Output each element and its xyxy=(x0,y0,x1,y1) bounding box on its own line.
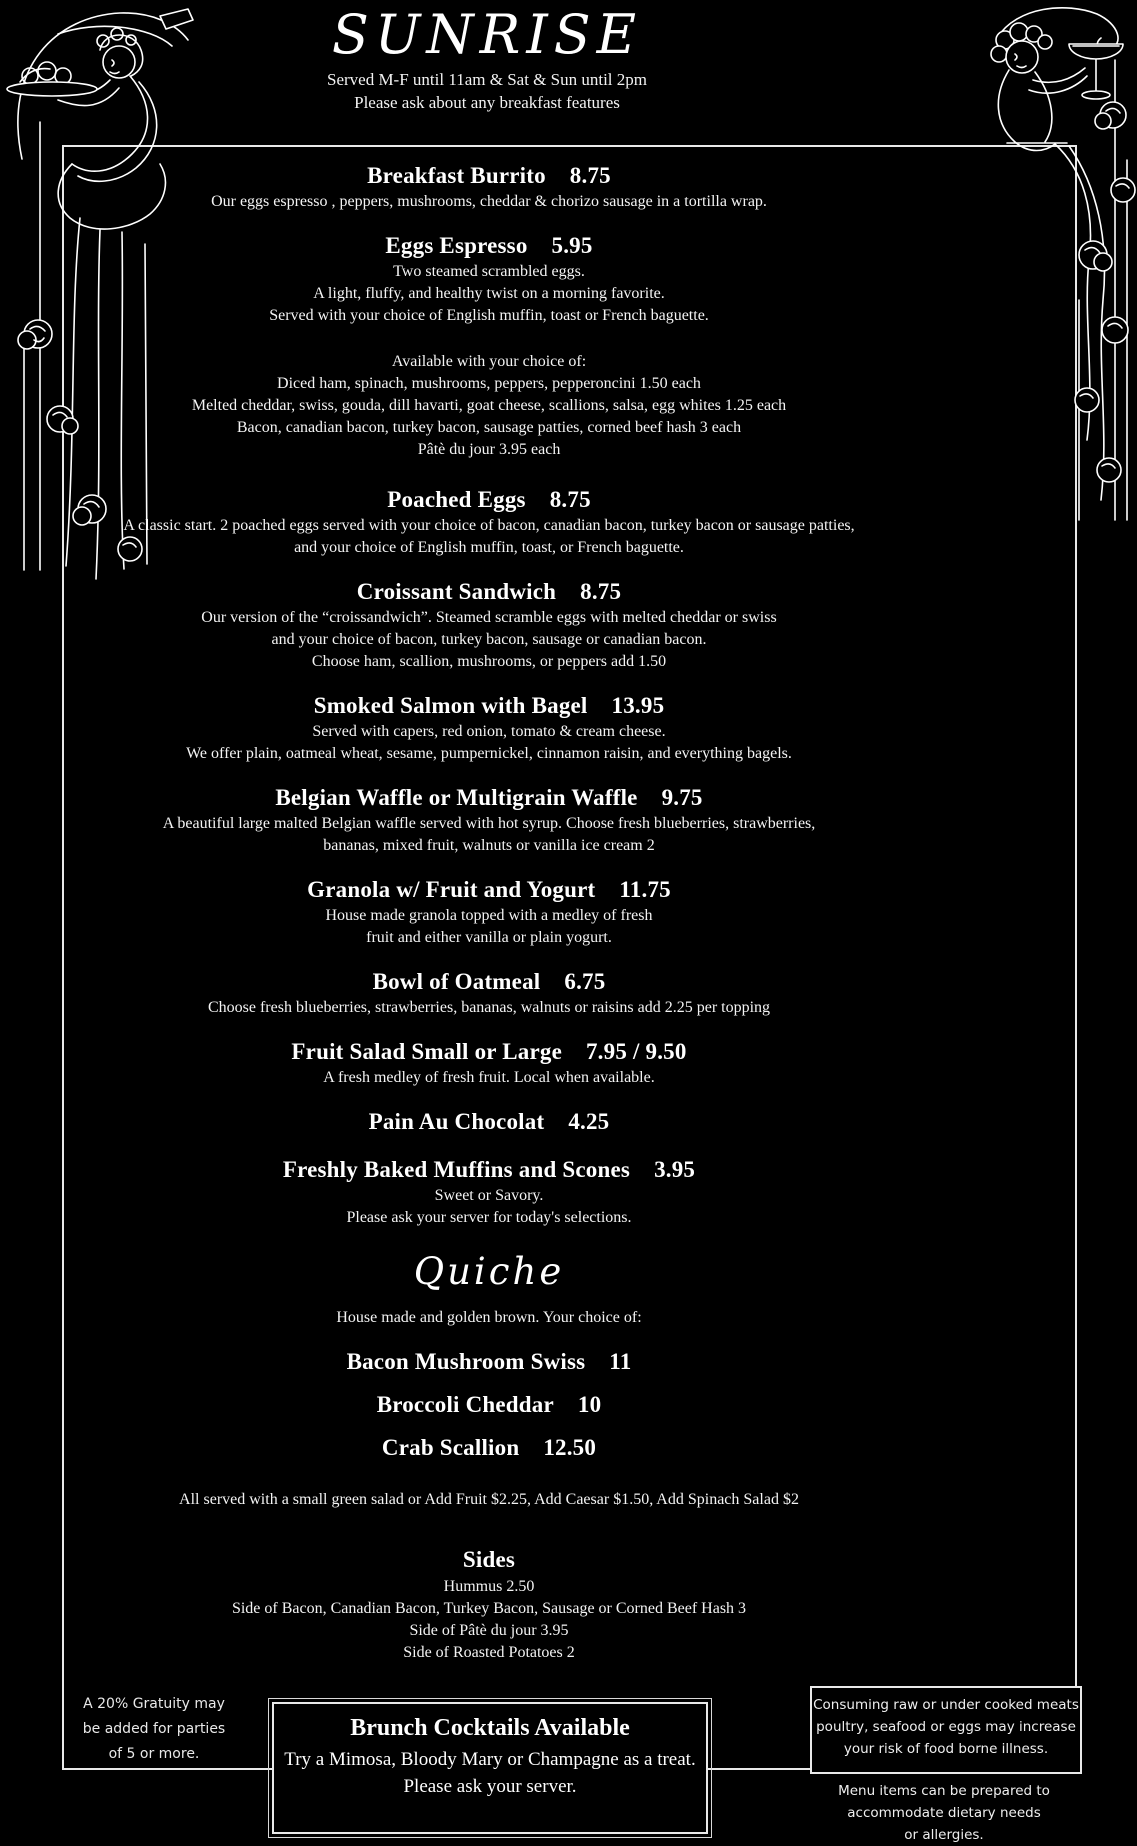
item-description-line: Diced ham, spinach, mushrooms, peppers, pepperoncini 1.50 each xyxy=(277,375,701,392)
item-description-line: House made and golden brown. Your choice of: xyxy=(336,1309,642,1326)
item-title xyxy=(64,875,914,905)
cocktails-description xyxy=(274,1746,706,1800)
item-title xyxy=(64,1433,914,1463)
menu-item xyxy=(64,967,914,1019)
breakfast-features-note: Please ask about any breakfast features xyxy=(354,93,620,112)
brunch-cocktails-box xyxy=(272,1702,708,1834)
item-description-line: Side of Pâtè du jour 3.95 xyxy=(409,1622,569,1639)
item-title xyxy=(64,967,914,997)
art-nouveau-left-figure-illustration xyxy=(0,4,195,584)
item-description-line: Side of Roasted Potatoes 2 xyxy=(403,1644,575,1661)
item-name: Quiche xyxy=(413,1250,565,1293)
menu-item xyxy=(64,1037,914,1089)
item-price: 10 xyxy=(577,1392,602,1417)
menu-item xyxy=(64,1107,914,1137)
item-name: Bowl of Oatmeal xyxy=(372,969,541,994)
item-description-line: A classic start. 2 poached eggs served with your choice of bacon, canadian bacon, turkey bacon or sausage patties, xyxy=(123,517,855,534)
item-name: Granola w/ Fruit and Yogurt xyxy=(307,877,596,902)
item-title xyxy=(64,691,914,721)
dietary-accommodation-note xyxy=(810,1780,1078,1846)
item-description-line: All served with a small green salad or Add Fruit $2.25, Add Caesar $1.50, Add Spinach Salad $2 xyxy=(179,1491,799,1508)
item-price: 8.75 xyxy=(569,163,611,188)
item-description-line: Served with your choice of English muffin, toast or French baguette. xyxy=(269,307,709,324)
item-name: Smoked Salmon with Bagel xyxy=(313,693,588,718)
item-price: 5.95 xyxy=(551,233,593,258)
item-description-line: and your choice of bacon, turkey bacon, sausage or canadian bacon. xyxy=(271,631,707,648)
item-price: 3.95 xyxy=(654,1157,696,1182)
item-price: 9.75 xyxy=(661,785,703,810)
item-description-line: Melted cheddar, swiss, gouda, dill havarti, goat cheese, scallions, salsa, egg whites 1.25 each xyxy=(191,397,787,414)
item-description-line: fruit and either vanilla or plain yogurt. xyxy=(366,929,612,946)
item-name: Sides xyxy=(462,1547,516,1572)
item-description-line: and your choice of English muffin, toast, or French baguette. xyxy=(294,539,684,556)
item-price: 12.50 xyxy=(543,1435,597,1460)
item-price: 13.95 xyxy=(611,693,665,718)
item-price: 8.75 xyxy=(549,487,591,512)
menu-item xyxy=(64,1155,914,1229)
item-description-line: Side of Bacon, Canadian Bacon, Turkey Bacon, Sausage or Corned Beef Hash 3 xyxy=(231,1600,747,1617)
item-description-line: A beautiful large malted Belgian waffle served with hot syrup. Choose fresh blueberries, strawberries, xyxy=(162,815,816,832)
item-description-line: House made granola topped with a medley of fresh xyxy=(325,907,653,924)
item-title xyxy=(64,1037,914,1067)
menu-item xyxy=(64,875,914,949)
item-description-line: Our eggs espresso , peppers, mushrooms, cheddar & chorizo sausage in a tortilla wrap. xyxy=(211,193,767,210)
menu-note xyxy=(64,1489,914,1511)
item-description-line: A light, fluffy, and healthy twist on a morning favorite. xyxy=(313,285,665,302)
item-name: Pain Au Chocolat xyxy=(368,1109,545,1134)
advisory-line: your risk of food borne illness. xyxy=(843,1741,1049,1757)
gratuity-line: be added for parties xyxy=(82,1721,226,1737)
menu-item xyxy=(64,1347,914,1377)
menu-item xyxy=(64,691,914,765)
item-name: Belgian Waffle or Multigrain Waffle xyxy=(275,785,638,810)
item-title xyxy=(64,783,914,813)
item-description-line: Served with capers, red onion, tomato & cream cheese. xyxy=(312,723,666,740)
item-name: Poached Eggs xyxy=(387,487,526,512)
item-title xyxy=(64,1347,914,1377)
item-description-line: We offer plain, oatmeal wheat, sesame, pumpernickel, cinnamon raisin, and everything bagels. xyxy=(186,745,792,762)
raw-food-advisory-box xyxy=(810,1686,1082,1774)
item-description-line: A fresh medley of fresh fruit. Local when available. xyxy=(323,1069,655,1086)
serving-hours: Served M-F until 11am & Sat & Sun until 2pm xyxy=(326,70,647,89)
menu-item xyxy=(64,1390,914,1420)
item-title xyxy=(64,1247,914,1297)
item-title xyxy=(64,1545,914,1575)
item-name: Broccoli Cheddar xyxy=(376,1392,554,1417)
item-name: Croissant Sandwich xyxy=(356,579,557,604)
item-name: Breakfast Burrito xyxy=(367,163,546,188)
item-price: 8.75 xyxy=(580,579,622,604)
page-title: SUNRISE xyxy=(331,3,643,66)
menu-item xyxy=(64,1433,914,1463)
sides-section xyxy=(64,1545,914,1664)
cocktail-line: Please ask your server. xyxy=(403,1776,577,1797)
item-name: Bacon Mushroom Swiss xyxy=(346,1349,586,1374)
item-description-line: Available with your choice of: xyxy=(391,353,587,370)
dietary-line: Menu items can be prepared to xyxy=(838,1783,1050,1799)
item-description-line: Please ask your server for today's selections. xyxy=(346,1209,632,1226)
dietary-line: accommodate dietary needs xyxy=(847,1805,1041,1821)
item-description-line: Our version of the “croissandwich”. Steamed scramble eggs with melted cheddar or swiss xyxy=(201,609,777,626)
item-name: Freshly Baked Muffins and Scones xyxy=(282,1157,631,1182)
item-description-line: Two steamed scrambled eggs. xyxy=(393,263,585,280)
item-description-line: bananas, mixed fruit, walnuts or vanilla ice cream 2 xyxy=(323,837,655,854)
item-description-line: Hummus 2.50 xyxy=(443,1578,535,1595)
item-name: Eggs Espresso xyxy=(385,233,528,258)
cocktails-title: Brunch Cocktails Available xyxy=(350,1715,630,1741)
item-price: 11 xyxy=(609,1349,632,1374)
item-title xyxy=(64,1390,914,1420)
item-price: 4.25 xyxy=(568,1109,610,1134)
advisory-line: Consuming raw or under cooked meats xyxy=(813,1697,1079,1713)
advisory-line: poultry, seafood or eggs may increase xyxy=(816,1719,1076,1735)
item-description-line: Choose ham, scallion, mushrooms, or peppers add 1.50 xyxy=(311,653,667,670)
art-nouveau-right-figure-illustration xyxy=(857,0,1137,540)
gratuity-line: A 20% Gratuity may xyxy=(83,1696,225,1712)
cocktail-line: Try a Mimosa, Bloody Mary or Champagne as a treat. xyxy=(284,1749,696,1770)
dietary-line: or allergies. xyxy=(904,1827,984,1843)
item-name: Fruit Salad Small or Large xyxy=(291,1039,562,1064)
item-description-line: Sweet or Savory. xyxy=(434,1187,544,1204)
gratuity-line: of 5 or more. xyxy=(108,1746,200,1762)
item-title xyxy=(64,1107,914,1137)
item-description-line: Pâtè du jour 3.95 each xyxy=(417,441,561,458)
menu-item xyxy=(64,577,914,673)
menu-item xyxy=(64,783,914,857)
item-price: 11.75 xyxy=(619,877,671,902)
gratuity-note xyxy=(56,1692,252,1767)
quiche-section-heading xyxy=(64,1247,914,1329)
item-title xyxy=(64,1155,914,1185)
item-description-line: Bacon, canadian bacon, turkey bacon, sausage patties, corned beef hash 3 each xyxy=(236,419,742,436)
item-price: 7.95 / 9.50 xyxy=(585,1039,687,1064)
item-description-line: Choose fresh blueberries, strawberries, bananas, walnuts or raisins add 2.25 per topping xyxy=(207,999,771,1016)
item-price: 6.75 xyxy=(564,969,606,994)
item-name: Crab Scallion xyxy=(381,1435,520,1460)
